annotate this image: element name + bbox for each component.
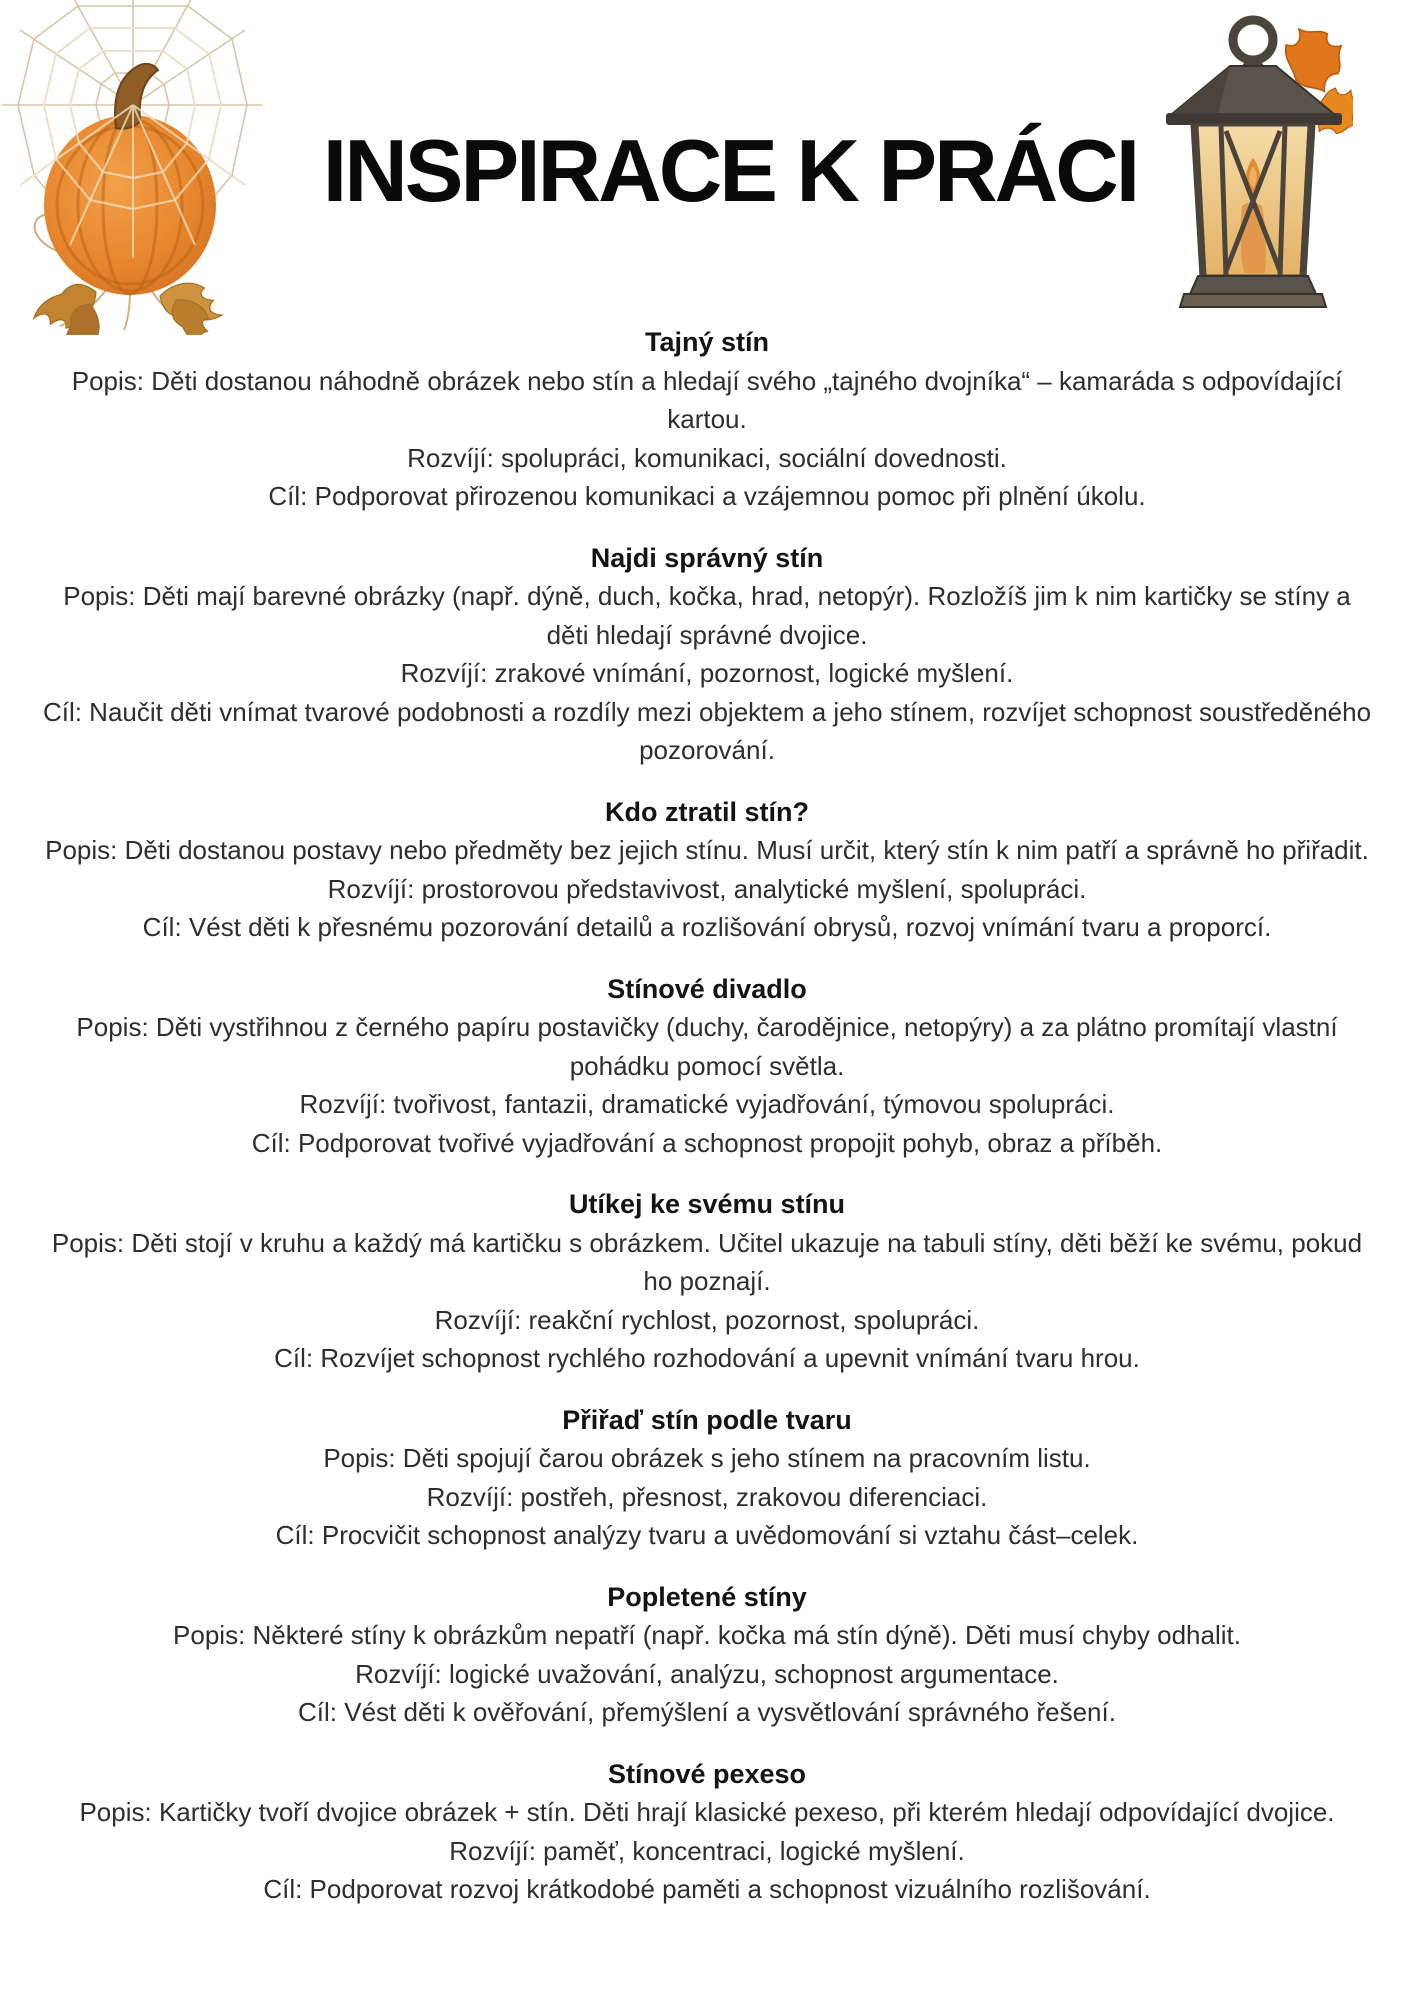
activity-title: Kdo ztratil stín? <box>605 796 809 827</box>
activity-rozviji: Rozvíjí: reakční rychlost, pozornost, spolupráci. <box>434 1304 980 1335</box>
activity-section <box>39 947 1375 1163</box>
activity-rozviji: Rozvíjí: paměť, koncentraci, logické myšlení. <box>449 1835 965 1866</box>
activity-section <box>39 1555 1375 1732</box>
activity-section <box>39 1162 1375 1378</box>
activity-cil: Cíl: Vést děti k přesnému pozorování detailů a rozlišování obrysů, rozvoj vnímání tvaru a proporcí. <box>142 912 1272 942</box>
activity-rozviji: Rozvíjí: postřeh, přesnost, zrakovou diferenciaci. <box>426 1481 988 1512</box>
activity-section <box>39 1378 1375 1555</box>
activity-popis: Popis: Děti spojují čarou obrázek s jeho stínem na pracovním listu. <box>323 1443 1091 1473</box>
activity-title: Stínové pexeso <box>607 1758 807 1789</box>
activity-popis: Popis: Děti vystřihnou z černého papíru postavičky (duchy, čarodějnice, netopýry) a za plátno promítají vlastní pohádku pomocí světla. <box>76 1012 1338 1081</box>
activity-cil: Cíl: Podporovat tvořivé vyjadřování a schopnost propojit pohyb, obraz a příběh. <box>251 1127 1163 1158</box>
activity-popis: Popis: Kartičky tvoří dvojice obrázek + stín. Děti hrají klasické pexeso, při kterém hledají odpovídající dvojice. <box>79 1797 1335 1827</box>
lantern-illustration <box>1158 10 1353 310</box>
activity-section <box>39 770 1375 947</box>
lantern-body-icon <box>1192 125 1314 276</box>
activity-popis: Popis: Některé stíny k obrázkům nepatří (např. kočka má stín dýně). Děti musí chyby odhalit. <box>173 1620 1241 1650</box>
pumpkin-spiderweb-illustration <box>0 0 265 335</box>
activity-cil: Cíl: Procvičit schopnost analýzy tvaru a uvědomování si vztahu část–celek. <box>275 1520 1139 1550</box>
pumpkin-icon <box>44 64 216 295</box>
activity-popis: Popis: Děti dostanou postavy nebo předměty bez jejich stínu. Musí určit, který stín k nim patří a správně ho přiřadit. <box>45 835 1369 865</box>
activity-popis: Popis: Děti mají barevné obrázky (např. dýně, duch, kočka, hrad, netopýr). Rozložíš jim k nim kartičky se stíny a děti hledají správné dvojice. <box>63 581 1351 650</box>
activity-cil: Cíl: Vést děti k ověřování, přemýšlení a vysvětlování správného řešení. <box>298 1697 1116 1727</box>
activity-section <box>39 516 1375 770</box>
activity-popis: Popis: Děti stojí v kruhu a každý má kartičku s obrázkem. Učitel ukazuje na tabuli stíny, děti běží ke svému, pokud ho poznají. <box>51 1227 1363 1296</box>
activity-rozviji: Rozvíjí: spolupráci, komunikaci, sociální dovednosti. <box>407 442 1007 473</box>
activity-rozviji: Rozvíjí: prostorovou představivost, analytické myšlení, spolupráci. <box>327 873 1087 904</box>
activity-rozviji: Rozvíjí: logické uvažování, analýzu, schopnost argumentace. <box>355 1658 1059 1689</box>
activity-title: Najdi správný stín <box>590 542 824 573</box>
page-title: INSPIRACE K PRÁCI <box>322 121 1138 220</box>
lantern-ring-icon <box>1233 20 1273 60</box>
activity-title: Přiřaď stín podle tvaru <box>562 1404 852 1435</box>
activity-title: Popletené stíny <box>607 1581 807 1612</box>
activity-cil: Cíl: Podporovat přirozenou komunikaci a vzájemnou pomoc při plnění úkolu. <box>268 481 1146 511</box>
activity-title: Stínové divadlo <box>607 973 807 1004</box>
activity-list <box>39 300 1375 1909</box>
activity-section <box>39 1732 1375 1909</box>
activity-rozviji: Rozvíjí: zrakové vnímání, pozornost, logické myšlení. <box>400 658 1014 688</box>
lantern-base-icon <box>1180 276 1326 307</box>
activity-cil: Cíl: Podporovat rozvoj krátkodobé paměti a schopnost vizuálního rozlišování. <box>263 1874 1151 1904</box>
activity-popis: Popis: Děti dostanou náhodně obrázek nebo stín a hledají svého „tajného dvojníka“ – kamaráda s odpovídající kartou. <box>71 365 1343 434</box>
activity-rozviji: Rozvíjí: tvořivost, fantazii, dramatické vyjadřování, týmovou spolupráci. <box>299 1089 1115 1119</box>
activity-title: Tajný stín <box>644 327 770 357</box>
activity-cil: Cíl: Rozvíjet schopnost rychlého rozhodování a upevnit vnímání tvaru hrou. <box>274 1343 1140 1373</box>
activity-title: Utíkej ke svému stínu <box>568 1189 846 1219</box>
page-header <box>0 0 1414 300</box>
activity-cil: Cíl: Naučit děti vnímat tvarové podobnosti a rozdíly mezi objektem a jeho stínem, rozvíjet schopnost soustředěného pozorování. <box>42 696 1372 765</box>
